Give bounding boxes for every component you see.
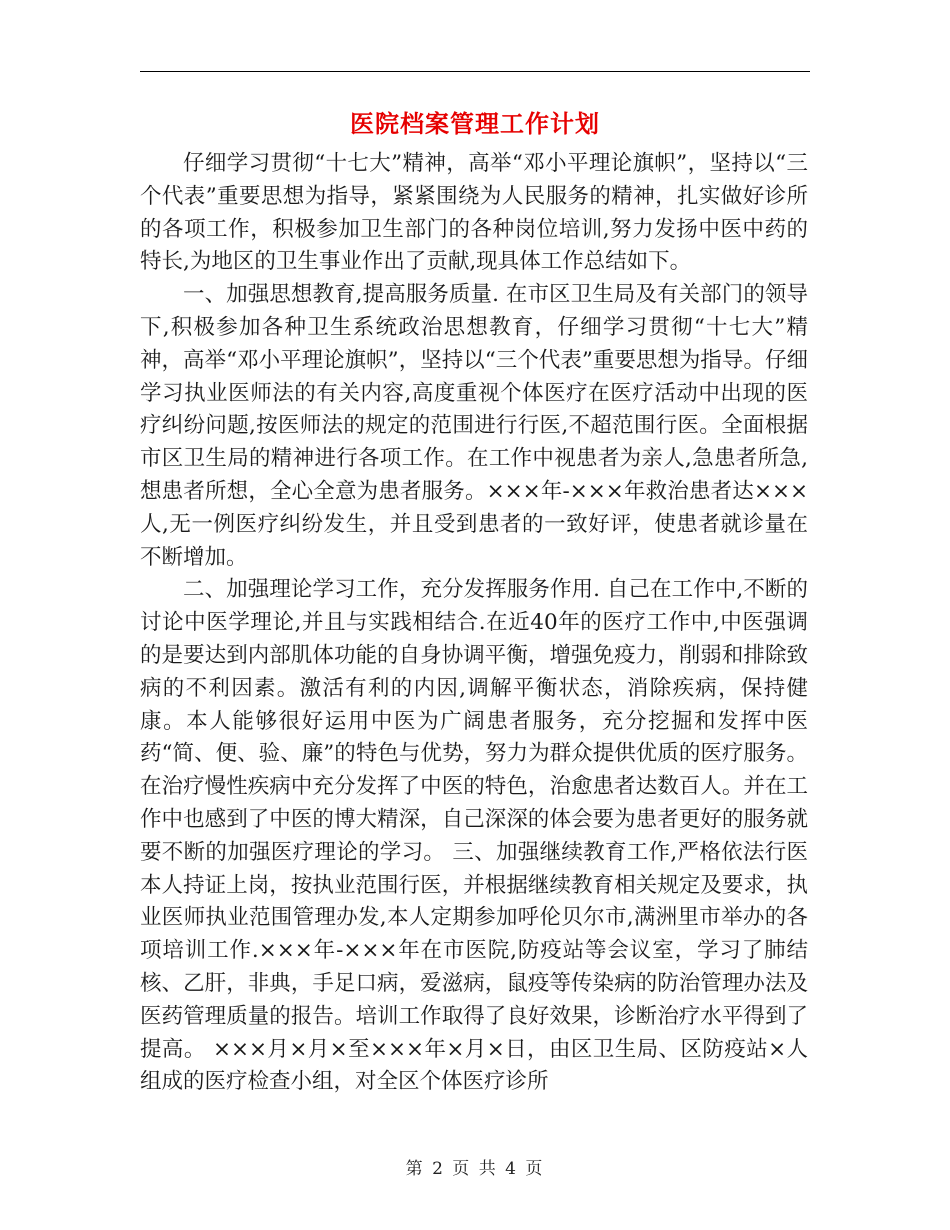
paragraph-intro: 仔细学习贯彻“十七大”精神，高举“邓小平理论旗帜”，坚持以“三个代表”重要思想为指导，紧紧围绕为人民服务的精神，扎实做好诊所的各项工作，积极参加卫生部门的各种岗位培训,努力发扬中医中药的特长,为地区的卫生事业作出了贡献,现具体工作总结如下。 [140,151,808,275]
header-rule [140,71,810,72]
paragraph-section-1: 一、加强思想教育,提高服务质量. 在市区卫生局及有关部门的领导下,积极参加各种卫生系统政治思想教育，仔细学习贯彻“十七大”精神，高举“邓小平理论旗帜”，坚持以“三个代表”重要思想为指导。仔细学习执业医师法的有关内容,高度重视个体医疗在医疗活动中出现的医疗纠纷问题,按医师法的规定的范围进行行医,不超范围行医。全面根据市区卫生局的精神进行各项工作。在工作中视患者为亲人,急患者所急,想患者所想，全心全意为患者服务。×××年-×××年救治患者达×××人,无一例医疗纠纷发生，并且受到患者的一致好评，使患者就诊量在不断增加。 [140,282,808,570]
page-number-footer: 第 2 页 共 4 页 [405,1159,545,1179]
document-title: 医院档案管理工作计划 [350,109,600,138]
document-body [140,148,808,1099]
paragraph-section-2: 二、加强理论学习工作，充分发挥服务作用. 自己在工作中,不断的讨论中医学理论,并且与实践相结合.在近40年的医疗工作中,中医强调的是要达到内部肌体功能的自身协调平衡，增强免疫力，削弱和排除致病的不利因素。激活有利的内因,调解平衡状态，消除疾病，保持健康。本人能够很好运用中医为广阔患者服务，充分挖掘和发挥中医药“简、便、验、廉”的特色与优势，努力为群众提供优质的医疗服务。在治疗慢性疾病中充分发挥了中医的特色，治愈患者达数百人。并在工作中也感到了中医的博大精深，自己深深的体会要为患者更好的服务就要不断的加强医疗理论的学习。 三、加强继续教育工作,严格依法行医 本人持证上岗，按执业范围行医，并根据继续教育相关规定及要求，执业医师执业范围管理办发,本人定期参加呼伦贝尔市,满洲里市举办的各项培训工作.×××年-×××年在市医院,防疫站等会议室，学习了肺结核、乙肝，非典，手足口病，爱滋病，鼠疫等传染病的防治管理办法及医药管理质量的报告。培训工作取得了良好效果，诊断治疗水平得到了提高。 ×××月×月×至×××年×月×日，由区卫生局、区防疫站×人组成的医疗检查小组，对全区个体医疗诊所 [140,577,808,1095]
